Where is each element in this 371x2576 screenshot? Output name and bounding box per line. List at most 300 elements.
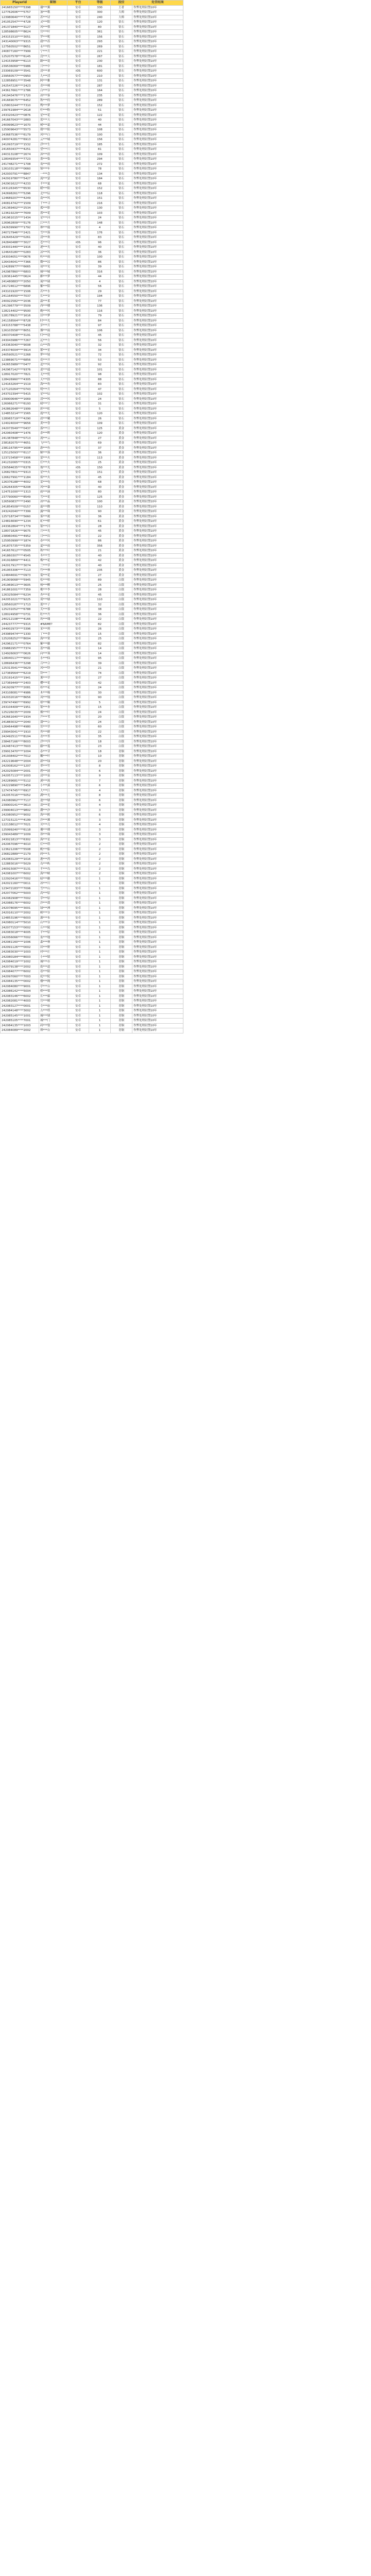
penalty-cell[interactable]: 作弊处理封禁10年 bbox=[132, 221, 183, 226]
level-cell[interactable]: 1 bbox=[89, 945, 111, 950]
penalty-cell[interactable]: 作弊处理封禁10年 bbox=[132, 583, 183, 588]
rank-cell[interactable]: 钻石 bbox=[111, 309, 132, 314]
penalty-cell[interactable]: 作弊处理封禁10年 bbox=[132, 901, 183, 906]
penalty-cell[interactable]: 作弊处理封禁10年 bbox=[132, 847, 183, 852]
level-cell[interactable]: 6 bbox=[89, 813, 111, 818]
penalty-cell[interactable]: 作弊处理封禁10年 bbox=[132, 103, 183, 108]
rank-cell[interactable]: 青铜 bbox=[111, 955, 132, 960]
platform-cell[interactable]: 安卓 bbox=[68, 314, 89, 319]
nickname-cell[interactable]: 池***塘 bbox=[39, 798, 68, 803]
rank-cell[interactable]: 青铜 bbox=[111, 764, 132, 769]
rank-cell[interactable]: 钻石 bbox=[111, 221, 132, 226]
platform-cell[interactable]: 安卓 bbox=[68, 730, 89, 735]
player-id-cell[interactable]: 122883016****5029 bbox=[1, 862, 39, 867]
level-cell[interactable]: 3 bbox=[89, 818, 111, 823]
rank-cell[interactable]: 白银 bbox=[111, 588, 132, 593]
player-id-cell[interactable]: 127474745****6917 bbox=[1, 788, 39, 793]
rank-cell[interactable]: 钻石 bbox=[111, 299, 132, 304]
rank-cell[interactable]: 黄金 bbox=[111, 431, 132, 436]
nickname-cell[interactable]: 谢***粥 bbox=[39, 5, 68, 10]
nickname-cell[interactable]: 小***镇 bbox=[39, 955, 68, 960]
level-cell[interactable]: 287 bbox=[89, 83, 111, 89]
level-cell[interactable]: 51 bbox=[89, 108, 111, 113]
nickname-cell[interactable]: 冬***雪 bbox=[39, 553, 68, 558]
platform-cell[interactable]: 安卓 bbox=[68, 475, 89, 480]
level-cell[interactable]: 356 bbox=[89, 544, 111, 549]
rank-cell[interactable]: 钻石 bbox=[111, 324, 132, 329]
level-cell[interactable]: 15 bbox=[89, 705, 111, 710]
rank-cell[interactable]: 青铜 bbox=[111, 1004, 132, 1009]
penalty-cell[interactable]: 作弊处理封禁10年 bbox=[132, 436, 183, 441]
level-cell[interactable]: 1 bbox=[89, 989, 111, 994]
level-cell[interactable]: 56 bbox=[89, 284, 111, 290]
level-cell[interactable]: 6 bbox=[89, 769, 111, 774]
platform-cell[interactable]: 安卓 bbox=[68, 882, 89, 887]
rank-cell[interactable]: 钻石 bbox=[111, 265, 132, 270]
player-id-cell[interactable]: 243140063****9315 bbox=[1, 40, 39, 45]
player-id-cell[interactable]: 241232065****0315 bbox=[1, 461, 39, 466]
penalty-cell[interactable]: 作弊处理封禁10年 bbox=[132, 240, 183, 245]
platform-cell[interactable]: 安卓 bbox=[68, 255, 89, 260]
rank-cell[interactable]: 钻石 bbox=[111, 402, 132, 407]
level-cell[interactable]: 8 bbox=[89, 764, 111, 769]
platform-cell[interactable]: 安卓 bbox=[68, 867, 89, 872]
player-id-cell[interactable]: 241969013****3605 bbox=[1, 583, 39, 588]
rank-cell[interactable]: 青铜 bbox=[111, 989, 132, 994]
nickname-cell[interactable]: 小***溪 bbox=[39, 784, 68, 789]
level-cell[interactable]: 4 bbox=[89, 803, 111, 808]
level-cell[interactable]: 30 bbox=[89, 690, 111, 696]
level-cell[interactable]: 96 bbox=[89, 240, 111, 245]
rank-cell[interactable]: 黄金 bbox=[111, 544, 132, 549]
platform-cell[interactable]: 安卓 bbox=[68, 784, 89, 789]
level-cell[interactable]: 97 bbox=[89, 324, 111, 329]
platform-cell[interactable]: 安卓 bbox=[68, 519, 89, 524]
player-id-cell[interactable]: 242919780****5427 bbox=[1, 177, 39, 182]
rank-cell[interactable]: 钻石 bbox=[111, 187, 132, 192]
platform-cell[interactable]: 安卓 bbox=[68, 592, 89, 598]
penalty-cell[interactable]: 作弊处理封禁10年 bbox=[132, 382, 183, 387]
rank-cell[interactable]: 钻石 bbox=[111, 226, 132, 231]
platform-cell[interactable]: 安卓 bbox=[68, 916, 89, 921]
player-id-cell[interactable]: 124689207****4249 bbox=[1, 196, 39, 201]
level-cell[interactable]: 36 bbox=[89, 451, 111, 456]
rank-cell[interactable]: 钻石 bbox=[111, 69, 132, 74]
nickname-cell[interactable]: 半***岛 bbox=[39, 867, 68, 872]
level-cell[interactable]: 118 bbox=[89, 191, 111, 196]
rank-cell[interactable]: 钻石 bbox=[111, 54, 132, 59]
platform-cell[interactable]: 安卓 bbox=[68, 602, 89, 607]
penalty-cell[interactable]: 作弊处理封禁10年 bbox=[132, 647, 183, 652]
platform-cell[interactable]: 安卓 bbox=[68, 514, 89, 519]
rank-cell[interactable]: 钻石 bbox=[111, 108, 132, 113]
penalty-cell[interactable]: 作弊处理封禁10年 bbox=[132, 940, 183, 945]
rank-cell[interactable]: 白银 bbox=[111, 637, 132, 642]
rank-cell[interactable]: 黄金 bbox=[111, 470, 132, 476]
player-id-cell[interactable]: 243242040****7399 bbox=[1, 510, 39, 515]
nickname-cell[interactable]: 雪***落 bbox=[39, 230, 68, 235]
nickname-cell[interactable]: 只***中 bbox=[39, 64, 68, 69]
nickname-cell[interactable]: 春***风 bbox=[39, 539, 68, 544]
player-id-cell[interactable]: 125207578****6145 bbox=[1, 54, 39, 59]
platform-cell[interactable]: 安卓 bbox=[68, 59, 89, 64]
penalty-cell[interactable]: 作弊处理封禁10年 bbox=[132, 89, 183, 94]
nickname-cell[interactable]: 一***念 bbox=[39, 172, 68, 177]
nickname-cell[interactable]: 冰***川 bbox=[39, 882, 68, 887]
platform-cell[interactable]: 安卓 bbox=[68, 123, 89, 128]
level-cell[interactable]: 120 bbox=[89, 20, 111, 25]
penalty-cell[interactable]: 作弊处理封禁10年 bbox=[132, 744, 183, 750]
nickname-cell[interactable]: 荷***塘 bbox=[39, 598, 68, 603]
player-id-cell[interactable]: 243617661****2786 bbox=[1, 89, 39, 94]
nickname-cell[interactable]: 秋***叶 bbox=[39, 549, 68, 554]
penalty-cell[interactable]: 作弊处理封禁10年 bbox=[132, 862, 183, 867]
platform-cell[interactable]: 安卓 bbox=[68, 318, 89, 324]
platform-cell[interactable]: 安卓 bbox=[68, 226, 89, 231]
penalty-cell[interactable]: 作弊处理封禁10年 bbox=[132, 372, 183, 378]
penalty-cell[interactable]: 作弊处理封禁10年 bbox=[132, 769, 183, 774]
rank-cell[interactable]: 钻石 bbox=[111, 35, 132, 40]
nickname-cell[interactable]: 杏***花 bbox=[39, 592, 68, 598]
platform-cell[interactable]: 安卓 bbox=[68, 994, 89, 999]
platform-cell[interactable]: 安卓 bbox=[68, 83, 89, 89]
penalty-cell[interactable]: 作弊处理封禁10年 bbox=[132, 412, 183, 417]
nickname-cell[interactable]: 向***葵 bbox=[39, 651, 68, 656]
player-id-cell[interactable]: 242078095****3001 bbox=[1, 906, 39, 911]
player-id-cell[interactable]: 233069109****3541 bbox=[1, 69, 39, 74]
platform-cell[interactable]: 安卓 bbox=[68, 324, 89, 329]
penalty-cell[interactable]: 作弊处理封禁10年 bbox=[132, 162, 183, 167]
level-cell[interactable]: 44 bbox=[89, 123, 111, 128]
platform-cell[interactable]: 安卓 bbox=[68, 363, 89, 368]
player-id-cell[interactable]: 241093719****1532 bbox=[1, 142, 39, 147]
platform-cell[interactable]: 安卓 bbox=[68, 1028, 89, 1033]
nickname-cell[interactable]: 杨***柳 bbox=[39, 583, 68, 588]
player-id-cell[interactable]: 240915087****3131 bbox=[1, 867, 39, 872]
rank-cell[interactable]: 青铜 bbox=[111, 798, 132, 803]
penalty-cell[interactable]: 作弊处理封禁10年 bbox=[132, 578, 183, 583]
platform-cell[interactable]: 安卓 bbox=[68, 206, 89, 211]
rank-cell[interactable]: 钻石 bbox=[111, 372, 132, 378]
player-id-cell[interactable]: 242492511****8104 bbox=[1, 735, 39, 740]
player-id-cell[interactable]: 124844691****0973 bbox=[1, 573, 39, 578]
level-cell[interactable]: 221 bbox=[89, 49, 111, 55]
player-id-cell[interactable]: 242547226****2423 bbox=[1, 83, 39, 89]
rank-cell[interactable]: 钻石 bbox=[111, 44, 132, 49]
penalty-cell[interactable]: 作弊处理封禁10年 bbox=[132, 108, 183, 113]
platform-cell[interactable]: 安卓 bbox=[68, 808, 89, 813]
platform-cell[interactable]: 安卓 bbox=[68, 138, 89, 143]
penalty-cell[interactable]: 作弊处理封禁10年 bbox=[132, 637, 183, 642]
rank-cell[interactable]: 青铜 bbox=[111, 896, 132, 901]
platform-cell[interactable]: 安卓 bbox=[68, 5, 89, 10]
level-cell[interactable]: 294 bbox=[89, 157, 111, 162]
platform-cell[interactable]: 安卓 bbox=[68, 544, 89, 549]
nickname-cell[interactable]: 木***棉 bbox=[39, 690, 68, 696]
nickname-cell[interactable]: 雨***滴 bbox=[39, 490, 68, 495]
player-id-cell[interactable]: 124024004****9656 bbox=[1, 421, 39, 427]
penalty-cell[interactable]: 作弊处理封禁10年 bbox=[132, 911, 183, 916]
nickname-cell[interactable]: 兰***草 bbox=[39, 563, 68, 568]
nickname-cell[interactable]: 城***门 bbox=[39, 1019, 68, 1024]
penalty-cell[interactable]: 作弊处理封禁10年 bbox=[132, 529, 183, 534]
player-id-cell[interactable]: 241883032****2040 bbox=[1, 720, 39, 725]
nickname-cell[interactable]: 码***头 bbox=[39, 852, 68, 857]
platform-cell[interactable]: 安卓 bbox=[68, 553, 89, 558]
penalty-cell[interactable]: 作弊处理封禁10年 bbox=[132, 167, 183, 172]
level-cell[interactable]: 45 bbox=[89, 529, 111, 534]
player-id-cell[interactable]: 242487413****7603 bbox=[1, 744, 39, 750]
level-cell[interactable]: 151 bbox=[89, 470, 111, 476]
level-cell[interactable]: 4 bbox=[89, 788, 111, 793]
player-id-cell[interactable]: 240922582****2036 bbox=[1, 299, 39, 304]
nickname-cell[interactable]: 蔷***薇 bbox=[39, 647, 68, 652]
player-id-cell[interactable]: 242097060****7003 bbox=[1, 974, 39, 979]
rank-cell[interactable]: 钻石 bbox=[111, 172, 132, 177]
player-id-cell[interactable]: 123723458****1906 bbox=[1, 455, 39, 461]
rank-cell[interactable]: 钻石 bbox=[111, 25, 132, 30]
level-cell[interactable]: 27 bbox=[89, 436, 111, 441]
rank-cell[interactable]: 青铜 bbox=[111, 891, 132, 896]
level-cell[interactable]: 82 bbox=[89, 622, 111, 627]
player-id-cell[interactable]: 240727946****2421 bbox=[1, 230, 39, 235]
platform-cell[interactable]: 安卓 bbox=[68, 964, 89, 970]
nickname-cell[interactable]: 沐***晨 bbox=[39, 152, 68, 157]
penalty-cell[interactable]: 作弊处理封禁10年 bbox=[132, 573, 183, 578]
nickname-cell[interactable]: 宁***月 bbox=[39, 49, 68, 55]
rank-cell[interactable]: 钻石 bbox=[111, 152, 132, 157]
rank-cell[interactable]: 黄金 bbox=[111, 514, 132, 519]
penalty-cell[interactable]: 作弊处理封禁10年 bbox=[132, 867, 183, 872]
level-cell[interactable]: 1 bbox=[89, 999, 111, 1004]
nickname-cell[interactable]: 听***雨 bbox=[39, 255, 68, 260]
nickname-cell[interactable]: 丘***陵 bbox=[39, 925, 68, 930]
penalty-cell[interactable]: 作弊处理封禁10年 bbox=[132, 842, 183, 848]
rank-cell[interactable]: 青铜 bbox=[111, 833, 132, 838]
player-id-cell[interactable]: 238116795****1608 bbox=[1, 446, 39, 451]
platform-cell[interactable]: 安卓 bbox=[68, 211, 89, 216]
platform-cell[interactable]: 安卓 bbox=[68, 960, 89, 965]
rank-cell[interactable]: 青铜 bbox=[111, 940, 132, 945]
player-id-cell[interactable]: 242091126****0002 bbox=[1, 945, 39, 950]
nickname-cell[interactable]: 紫***藤 bbox=[39, 641, 68, 647]
rank-cell[interactable]: 钻石 bbox=[111, 412, 132, 417]
rank-cell[interactable]: 青铜 bbox=[111, 842, 132, 848]
platform-cell[interactable]: 安卓 bbox=[68, 641, 89, 647]
platform-cell[interactable]: 安卓 bbox=[68, 54, 89, 59]
rank-cell[interactable]: 青铜 bbox=[111, 837, 132, 842]
level-cell[interactable]: 1 bbox=[89, 935, 111, 940]
player-id-cell[interactable]: 243034051****0676 bbox=[1, 255, 39, 260]
rank-cell[interactable]: 白银 bbox=[111, 676, 132, 681]
platform-cell[interactable]: 安卓 bbox=[68, 504, 89, 510]
platform-cell[interactable]: 安卓 bbox=[68, 177, 89, 182]
player-id-cell[interactable]: 242084077****6002 bbox=[1, 970, 39, 975]
player-id-cell[interactable]: 240999623****1670 bbox=[1, 123, 39, 128]
nickname-cell[interactable]: 桥***梁 bbox=[39, 989, 68, 994]
penalty-cell[interactable]: 作弊处理封禁10年 bbox=[132, 157, 183, 162]
penalty-cell[interactable]: 作弊处理封禁10年 bbox=[132, 49, 183, 55]
player-id-cell[interactable]: 123621206****5508 bbox=[1, 847, 39, 852]
level-cell[interactable]: 289 bbox=[89, 98, 111, 104]
rank-cell[interactable]: 黄金 bbox=[111, 519, 132, 524]
rank-cell[interactable]: 白银 bbox=[111, 700, 132, 705]
rank-cell[interactable]: 白银 bbox=[111, 686, 132, 691]
level-cell[interactable]: 61 bbox=[89, 519, 111, 524]
penalty-cell[interactable]: 作弊处理封禁10年 bbox=[132, 651, 183, 656]
nickname-cell[interactable]: 长***廊 bbox=[39, 994, 68, 999]
penalty-cell[interactable]: 作弊处理封禁10年 bbox=[132, 553, 183, 558]
platform-cell[interactable]: 安卓 bbox=[68, 583, 89, 588]
rank-cell[interactable]: 钻石 bbox=[111, 93, 132, 98]
player-id-cell[interactable]: 124289977****6665 bbox=[1, 265, 39, 270]
rank-cell[interactable]: 钻石 bbox=[111, 20, 132, 25]
player-id-cell[interactable]: 242967142****9376 bbox=[1, 367, 39, 372]
level-cell[interactable]: 2 bbox=[89, 872, 111, 877]
penalty-cell[interactable]: 作弊处理封禁10年 bbox=[132, 882, 183, 887]
rank-cell[interactable]: 钻石 bbox=[111, 128, 132, 133]
penalty-cell[interactable]: 作弊处理封禁10年 bbox=[132, 83, 183, 89]
player-id-cell[interactable]: 241909068****5945 bbox=[1, 578, 39, 583]
platform-cell[interactable]: 安卓 bbox=[68, 764, 89, 769]
rank-cell[interactable]: 青铜 bbox=[111, 950, 132, 955]
nickname-cell[interactable]: 雷***电 bbox=[39, 480, 68, 485]
penalty-cell[interactable]: 作弊处理封禁10年 bbox=[132, 54, 183, 59]
level-cell[interactable]: 15 bbox=[89, 632, 111, 637]
nickname-cell[interactable]: 青***咪 bbox=[39, 83, 68, 89]
nickname-cell[interactable]: 码***堡 bbox=[39, 1023, 68, 1028]
platform-cell[interactable]: 安卓 bbox=[68, 446, 89, 451]
penalty-cell[interactable]: 作弊处理封禁10年 bbox=[132, 568, 183, 573]
penalty-cell[interactable]: 作弊处理封禁10年 bbox=[132, 935, 183, 940]
nickname-cell[interactable]: 风***白 bbox=[39, 132, 68, 138]
platform-cell[interactable]: 安卓 bbox=[68, 98, 89, 104]
level-cell[interactable]: 2 bbox=[89, 852, 111, 857]
nickname-cell[interactable]: 瀑***布 bbox=[39, 916, 68, 921]
level-cell[interactable]: 184 bbox=[89, 177, 111, 182]
rank-cell[interactable]: 钻石 bbox=[111, 328, 132, 333]
penalty-cell[interactable]: 作弊处理封禁10年 bbox=[132, 754, 183, 759]
penalty-cell[interactable]: 作弊处理封禁10年 bbox=[132, 999, 183, 1004]
nickname-cell[interactable]: 露***珠 bbox=[39, 510, 68, 515]
player-id-cell[interactable]: 243363040****9008 bbox=[1, 343, 39, 348]
penalty-cell[interactable]: 作弊处理封禁10年 bbox=[132, 632, 183, 637]
level-cell[interactable]: 156 bbox=[89, 138, 111, 143]
penalty-cell[interactable]: 作弊处理封禁10年 bbox=[132, 74, 183, 79]
penalty-cell[interactable]: 作弊处理封禁10年 bbox=[132, 363, 183, 368]
player-id-cell[interactable]: 243031440****1916 bbox=[1, 245, 39, 250]
nickname-cell[interactable]: 嫩***叶 bbox=[39, 754, 68, 759]
penalty-cell[interactable]: 作弊处理封禁10年 bbox=[132, 764, 183, 769]
penalty-cell[interactable]: 作弊处理封禁10年 bbox=[132, 955, 183, 960]
rank-cell[interactable]: 钻石 bbox=[111, 377, 132, 382]
penalty-cell[interactable]: 作弊处理封禁10年 bbox=[132, 930, 183, 936]
nickname-cell[interactable]: 湖***光 bbox=[39, 793, 68, 799]
level-cell[interactable]: 2 bbox=[89, 862, 111, 867]
player-id-cell[interactable]: 242083129****1016 bbox=[1, 857, 39, 862]
penalty-cell[interactable]: 作弊处理封禁10年 bbox=[132, 534, 183, 539]
platform-cell[interactable]: 安卓 bbox=[68, 216, 89, 221]
platform-cell[interactable]: 安卓 bbox=[68, 196, 89, 201]
nickname-cell[interactable]: 枫***叶 bbox=[39, 710, 68, 715]
platform-cell[interactable]: 安卓 bbox=[68, 891, 89, 896]
player-id-cell[interactable]: 242661640****1934 bbox=[1, 715, 39, 720]
nickname-cell[interactable]: 萤***火 bbox=[39, 455, 68, 461]
rank-cell[interactable]: 黄金 bbox=[111, 524, 132, 529]
penalty-cell[interactable]: 作弊处理封禁10年 bbox=[132, 451, 183, 456]
player-id-cell[interactable]: 128598605****8624 bbox=[1, 30, 39, 35]
level-cell[interactable]: 24 bbox=[89, 710, 111, 715]
level-cell[interactable]: 1 bbox=[89, 911, 111, 916]
nickname-cell[interactable]: 追***风 bbox=[39, 363, 68, 368]
level-cell[interactable]: 40 bbox=[89, 118, 111, 123]
level-cell[interactable]: 20 bbox=[89, 759, 111, 764]
nickname-cell[interactable]: 柠***粉 bbox=[39, 108, 68, 113]
nickname-cell[interactable]: 暗***礁 bbox=[39, 876, 68, 882]
level-cell[interactable]: 1 bbox=[89, 1028, 111, 1033]
nickname-cell[interactable]: 飞***鸟 bbox=[39, 441, 68, 446]
rank-cell[interactable]: 青铜 bbox=[111, 911, 132, 916]
rank-cell[interactable]: 黄金 bbox=[111, 568, 132, 573]
level-cell[interactable]: 1 bbox=[89, 955, 111, 960]
platform-cell[interactable]: 安卓 bbox=[68, 108, 89, 113]
platform-cell[interactable]: 安卓 bbox=[68, 1009, 89, 1014]
rank-cell[interactable]: 白银 bbox=[111, 647, 132, 652]
rank-cell[interactable]: 黄金 bbox=[111, 426, 132, 431]
platform-cell[interactable]: 安卓 bbox=[68, 686, 89, 691]
player-id-cell[interactable]: 241938402****7012 bbox=[1, 754, 39, 759]
platform-cell[interactable]: 安卓 bbox=[68, 666, 89, 671]
penalty-cell[interactable]: 作弊处理封禁10年 bbox=[132, 279, 183, 284]
player-id-cell[interactable]: 243151510****3051 bbox=[1, 35, 39, 40]
nickname-cell[interactable]: 明***月 bbox=[39, 387, 68, 392]
level-cell[interactable]: 267 bbox=[89, 54, 111, 59]
rank-cell[interactable]: 黄金 bbox=[111, 490, 132, 495]
level-cell[interactable]: 1 bbox=[89, 974, 111, 979]
rank-cell[interactable]: 黄金 bbox=[111, 529, 132, 534]
rank-cell[interactable]: 钻石 bbox=[111, 74, 132, 79]
player-id-cell[interactable]: 125718734****5660 bbox=[1, 514, 39, 519]
rank-cell[interactable]: 钻石 bbox=[111, 269, 132, 275]
rank-cell[interactable]: 青铜 bbox=[111, 1019, 132, 1024]
penalty-cell[interactable]: 作弊处理封禁10年 bbox=[132, 749, 183, 754]
nickname-cell[interactable]: 天***涯 bbox=[39, 377, 68, 382]
rank-cell[interactable]: 青铜 bbox=[111, 906, 132, 911]
penalty-cell[interactable]: 作弊处理封禁10年 bbox=[132, 563, 183, 568]
rank-cell[interactable]: 钻石 bbox=[111, 387, 132, 392]
player-id-cell[interactable]: 242067096****4010 bbox=[1, 842, 39, 848]
platform-cell[interactable]: 安卓 bbox=[68, 279, 89, 284]
penalty-cell[interactable]: 作弊处理封禁10年 bbox=[132, 549, 183, 554]
nickname-cell[interactable]: 城***市 bbox=[39, 960, 68, 965]
header-level[interactable]: 等级 bbox=[89, 1, 111, 6]
platform-cell[interactable]: 安卓 bbox=[68, 769, 89, 774]
platform-cell[interactable]: 安卓 bbox=[68, 1023, 89, 1028]
nickname-cell[interactable]: 宫***叶 bbox=[39, 30, 68, 35]
level-cell[interactable]: 6 bbox=[89, 784, 111, 789]
platform-cell[interactable]: 安卓 bbox=[68, 671, 89, 676]
level-cell[interactable]: 44 bbox=[89, 275, 111, 280]
nickname-cell[interactable]: 星***河 bbox=[39, 216, 68, 221]
platform-cell[interactable]: 安卓 bbox=[68, 989, 89, 994]
rank-cell[interactable]: 青铜 bbox=[111, 935, 132, 940]
header-penalty[interactable]: 处罚结果 bbox=[132, 1, 183, 6]
player-id-cell[interactable]: 128178921****1616 bbox=[1, 314, 39, 319]
rank-cell[interactable]: 黄金 bbox=[111, 446, 132, 451]
penalty-cell[interactable]: 作弊处理封禁10年 bbox=[132, 387, 183, 392]
nickname-cell[interactable]: 牡***丹 bbox=[39, 612, 68, 617]
level-cell[interactable]: 37 bbox=[89, 446, 111, 451]
